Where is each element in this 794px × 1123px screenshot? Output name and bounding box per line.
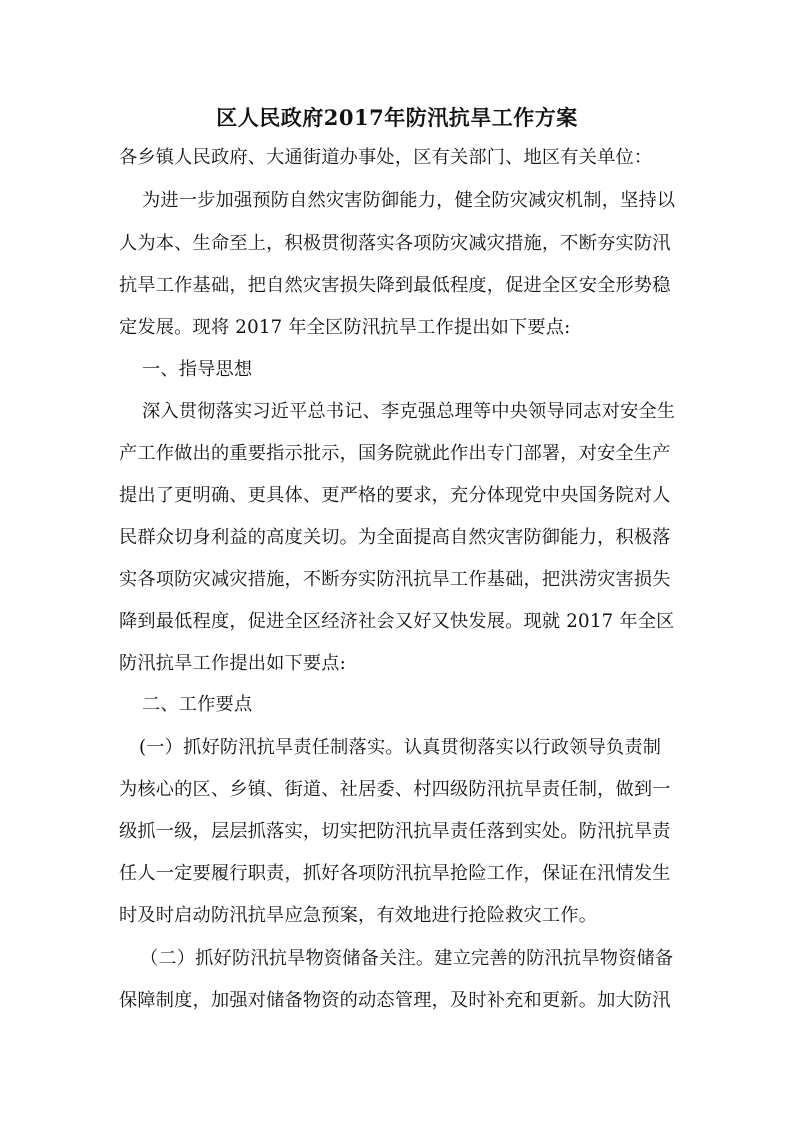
section-heading-work-points: 二、工作要点 (142, 694, 253, 715)
section1-line: 实各项防灾减灾措施，不断夯实防汛抗旱工作基础，把洪涝灾害损失 (119, 569, 671, 590)
document-title: 区人民政府2017年防汛抗旱工作方案 (216, 105, 578, 130)
intro-line: 为进一步加强预防自然灾害防御能力，健全防灾减灾机制，坚持以 (142, 190, 676, 211)
section1-line: 防汛抗旱工作提出如下要点: (119, 653, 346, 674)
section-heading-guiding-ideology: 一、指导思想 (142, 359, 253, 380)
section1-line: 民群众切身利益的高度关切。为全面提高自然灾害防御能力，积极落 (119, 527, 671, 548)
section1-line: 深入贯彻落实习近平总书记、李克强总理等中央领导同志对安全生 (142, 401, 676, 422)
salutation: 各乡镇人民政府、大通街道办事处，区有关部门、地区有关单位： (119, 147, 653, 168)
item1-line: 任人一定要履行职责，抓好各项防汛抗旱抢险工作，保证在汛情发生 (119, 863, 671, 884)
intro-line: 抗旱工作基础，把自然灾害损失降到最低程度，促进全区安全形势稳 (119, 275, 671, 296)
item1-line: (一）抓好防汛抗旱责任制落实。认真贯彻落实以行政领导负责制 (139, 737, 662, 758)
item1-line: 级抓一级，层层抓落实，切实把防汛抗旱责任落到实处。防汛抗旱责 (119, 821, 671, 842)
intro-line: 人为本、生命至上，积极贯彻落实各项防灾减灾措施，不断夯实防汛 (119, 233, 671, 254)
section1-line: 提出了更明确、更具体、更严格的要求，充分体现党中央国务院对人 (119, 485, 671, 506)
item1-line: 为核心的区、乡镇、街道、社居委、村四级防汛抗旱责任制，做到一 (119, 779, 671, 800)
item1-line: 时及时启动防汛抗旱应急预案，有效地进行抢险救灾工作。 (119, 905, 598, 926)
item2-line: 保障制度，加强对储备物资的动态管理，及时补充和更新。加大防汛 (119, 990, 671, 1011)
section1-line: 产工作做出的重要指示批示，国务院就此作出专门部署，对安全生产 (119, 443, 671, 464)
section1-line: 降到最低程度，促进全区经济社会又好又快发展。现就 2017 年全区 (119, 611, 675, 632)
intro-line: 定发展。现将 2017 年全区防汛抗旱工作提出如下要点: (119, 317, 571, 338)
item2-line: （二）抓好防汛抗旱物资储备关注。建立完善的防汛抗旱物资储备 (140, 948, 674, 969)
